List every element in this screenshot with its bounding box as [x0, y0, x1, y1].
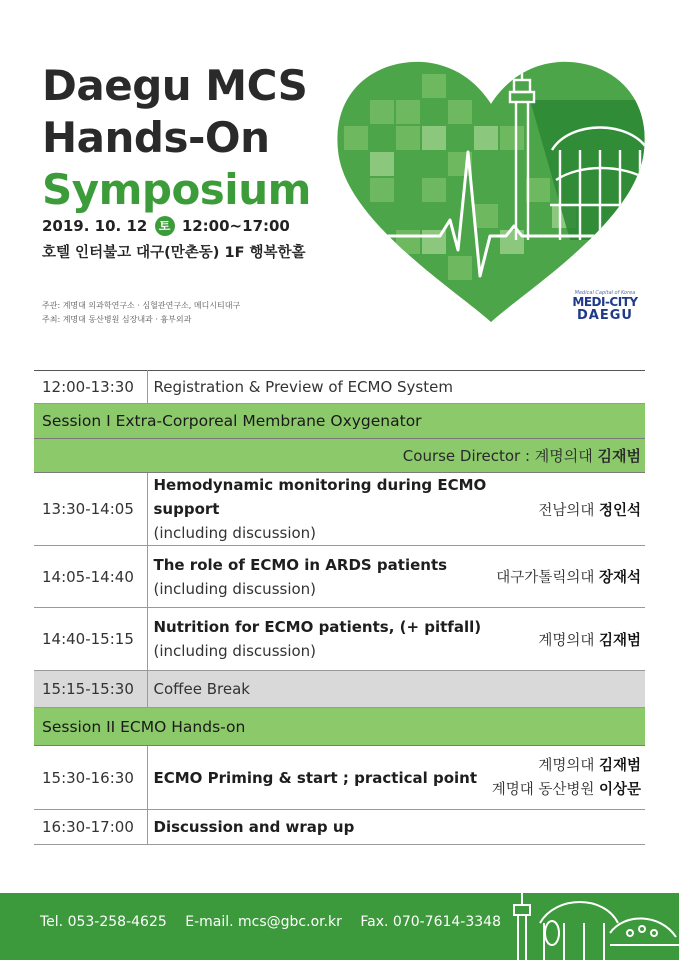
speaker-affiliation: 대구가톨릭의대 — [496, 570, 599, 586]
table-row — [34, 473, 645, 546]
talk-title: Hemodynamic monitoring during ECMO support — [153, 476, 487, 518]
host-organizers: 주관: 계명대 의과학연구소 · 심혈관연구소, 메디시티대구 — [42, 301, 241, 310]
topic-cell — [147, 473, 492, 546]
talk-note: (including discussion) — [153, 642, 317, 660]
time-cell: 14:40-15:15 — [34, 608, 147, 671]
speaker-line — [492, 754, 641, 778]
logo-line-2: DAEGU — [577, 308, 633, 323]
topic-cell — [147, 810, 645, 845]
speaker-affiliation: 계명의대 — [538, 632, 599, 649]
session-title: Session II ECMO Hands-on — [34, 708, 645, 746]
session-director-row — [34, 439, 645, 473]
contact-info — [40, 914, 515, 930]
logo-line-1: MEDI-CITY — [572, 295, 638, 309]
speaker-name: 김재범 — [598, 757, 641, 774]
speaker-name: 이상문 — [598, 781, 641, 798]
phone-number: Tel. 053-258-4625 — [40, 914, 167, 930]
topic-cell — [147, 608, 492, 671]
time-cell: 12:00-13:30 — [34, 371, 147, 404]
speaker-cell — [492, 546, 645, 608]
speaker-name: 김재범 — [598, 632, 641, 649]
topic-cell — [147, 371, 645, 404]
talk-note: (including discussion) — [153, 579, 317, 598]
director-label: Course Director : 계명의대 — [402, 447, 598, 465]
table-row — [34, 810, 645, 845]
topic-cell — [147, 546, 492, 608]
speaker-affiliation: 전남의대 — [538, 502, 599, 519]
title-line-2: Hands-On — [42, 113, 270, 162]
speaker-affiliation: 계명대 동산병원 — [491, 781, 599, 798]
fax-number: Fax. 070-7614-3348 — [360, 914, 501, 930]
speaker-line — [492, 778, 641, 802]
title-line-3: Symposium — [42, 165, 311, 214]
email-address: E-mail. mcs@gbc.or.kr — [185, 914, 342, 930]
topic-cell — [147, 671, 645, 708]
city-skyline-icon — [492, 893, 679, 960]
talk-note: (including discussion) — [153, 524, 317, 542]
title-line-1: Daegu MCS — [42, 61, 308, 110]
talk-title: ECMO Priming & start ; practical point — [153, 768, 478, 787]
speaker-name: 장재석 — [598, 570, 641, 586]
time-cell: 13:30-14:05 — [34, 473, 147, 546]
speaker-affiliation: 계명의대 — [538, 757, 599, 774]
time-cell: 15:15-15:30 — [34, 671, 147, 708]
sponsor-organizers: 주최: 계명대 동산병원 심장내과 · 흉부외과 — [42, 315, 192, 324]
session-title: Session I Extra-Corporeal Membrane Oxygenator — [34, 404, 645, 439]
table-row — [34, 671, 645, 708]
table-row — [34, 546, 645, 608]
time-text: 12:00~17:00 — [181, 217, 290, 235]
page-title — [42, 60, 311, 216]
topic-text: Registration & Preview of ECMO System — [153, 378, 453, 396]
day-badge: 토 — [155, 216, 175, 236]
event-date — [42, 216, 290, 236]
topic-cell — [147, 746, 492, 810]
talk-title: Nutrition for ECMO patients, (+ pitfall) — [153, 618, 482, 636]
topic-text: Coffee Break — [153, 680, 250, 698]
director-name: 김재범 — [597, 447, 641, 465]
speaker-cell — [492, 608, 645, 671]
table-row — [34, 371, 645, 404]
event-venue: 호텔 인터불고 대구(만촌동) 1F 행복한홀 — [42, 245, 306, 261]
talk-title: The role of ECMO in ARDS patients — [153, 555, 448, 574]
time-cell: 16:30-17:00 — [34, 810, 147, 845]
course-director — [34, 439, 645, 473]
session-header — [34, 708, 645, 746]
talk-title: Discussion and wrap up — [153, 818, 355, 836]
speaker-cell — [492, 473, 645, 546]
logo-tagline: Medical Capital of Korea — [574, 290, 636, 296]
medi-city-logo — [560, 290, 650, 322]
date-text: 2019. 10. 12 — [42, 217, 148, 235]
speaker-name: 정인석 — [598, 502, 641, 519]
session-header — [34, 404, 645, 439]
contact-footer — [0, 893, 679, 960]
time-cell: 15:30-16:30 — [34, 746, 147, 810]
table-row — [34, 608, 645, 671]
speaker-cell — [492, 746, 645, 810]
table-row — [34, 746, 645, 810]
heart-illustration — [330, 40, 652, 330]
time-cell: 14:05-14:40 — [34, 546, 147, 608]
schedule-table — [34, 370, 645, 845]
